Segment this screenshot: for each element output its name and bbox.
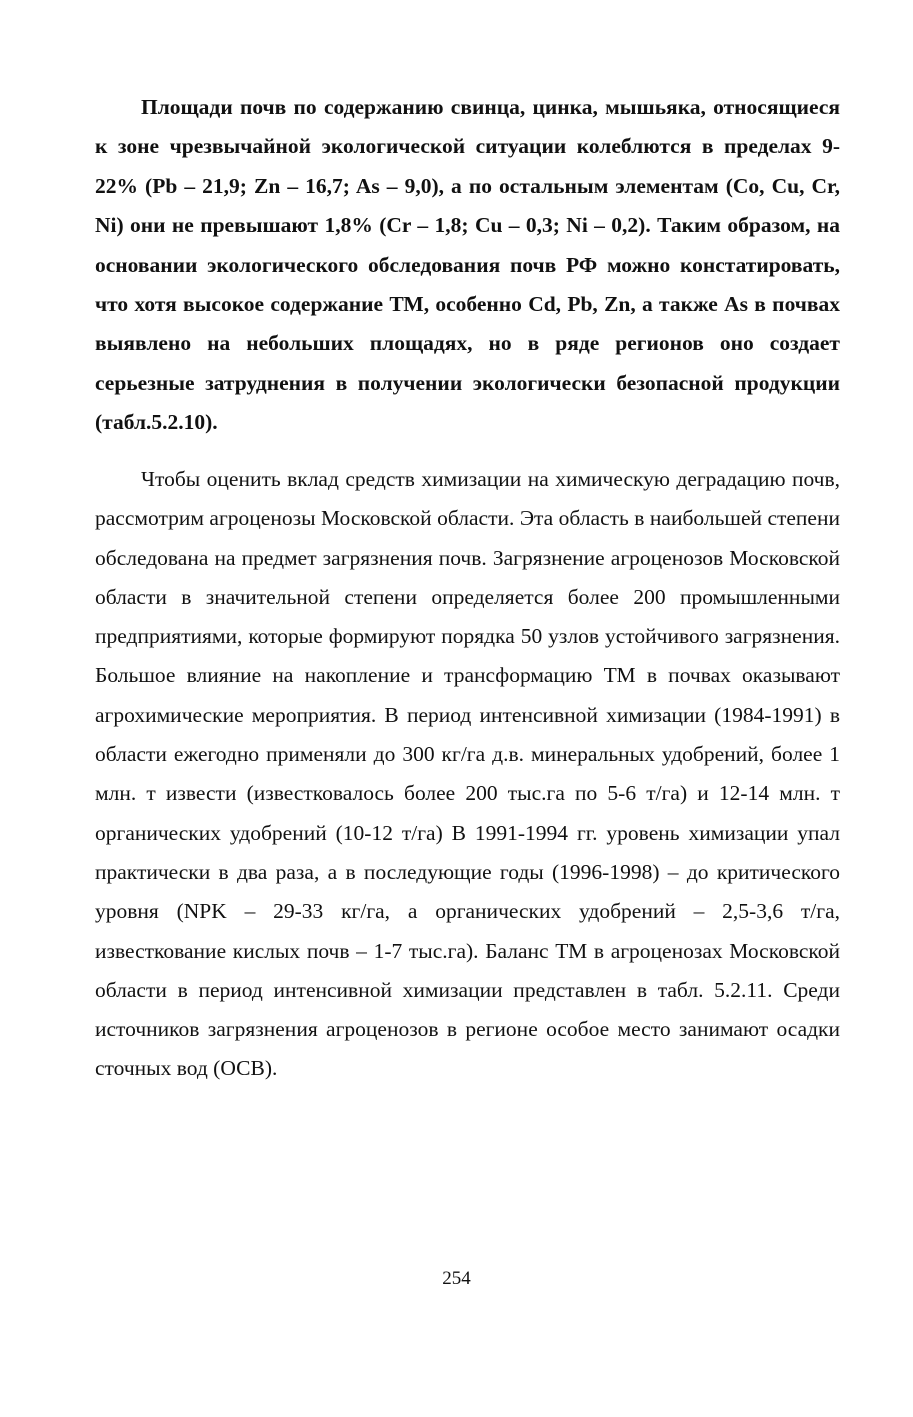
page-number: 254 bbox=[442, 1268, 471, 1289]
paragraph-text: Чтобы оценить вклад средств химизации на химическую деградацию почв, рассмотрим агроценозы Московской области. Эта область в наибольшей степени обследована на предмет загрязнения почв. Загрязнение агроценозов Московской области в значительной степени определяется более 200 промышленными предприятиями, которые формируют порядка 50 узлов устойчивого загрязнения. Большое влияние на накопление и трансформацию ТМ в почвах оказывают агрохимические мероприятия. В период интенсивной химизации (1984-1991) в области ежегодно применяли до 300 кг/га д.в. минеральных удобрений, более 1 млн. т извести (известковалось более 200 тыс.га по 5-6 т/га) и 12-14 млн. т органических удобрений (10-12 т/га) В 1991-1994 гг. уровень химизации упал практически в два раза, а в последующие годы (1996-1998) – до критического уровня (NPK – 29-33 кг/га, а органических удобрений – 2,5-3,6 т/га, известкование кислых почв – 1-7 тыс.га). Баланс ТМ в агроценозах Московской области в период интенсивной химизации представлен в табл. 5.2.11. Среди источников загрязнения агроценозов в регионе особое место занимают осадки сточных вод (ОСВ). bbox=[95, 467, 840, 1081]
paragraph-moscow-agrocenoses bbox=[95, 460, 840, 1089]
paragraph-text: Площади почв по содержанию свинца, цинка, мышьяка, относящиеся к зоне чрезвычайной экологической ситуации колеблются в пределах 9-22% (Pb – 21,9; Zn – 16,7; As – 9,0), а по остальным элементам (Co, Cu, Cr, Ni) они не превышают 1,8% (Cr – 1,8; Cu – 0,3; Ni – 0,2). Таким образом, на основании экологического обследования почв РФ можно констатировать, что хотя высокое содержание ТМ, особенно Cd, Pb, Zn, а также As в почвах выявлено на небольших площадях, но в ряде регионов оно создает серьезные затруднения в получении экологически безопасной продукции (табл.5.2.10). bbox=[95, 95, 840, 435]
paragraph-heavy-metals-areas bbox=[95, 88, 840, 443]
